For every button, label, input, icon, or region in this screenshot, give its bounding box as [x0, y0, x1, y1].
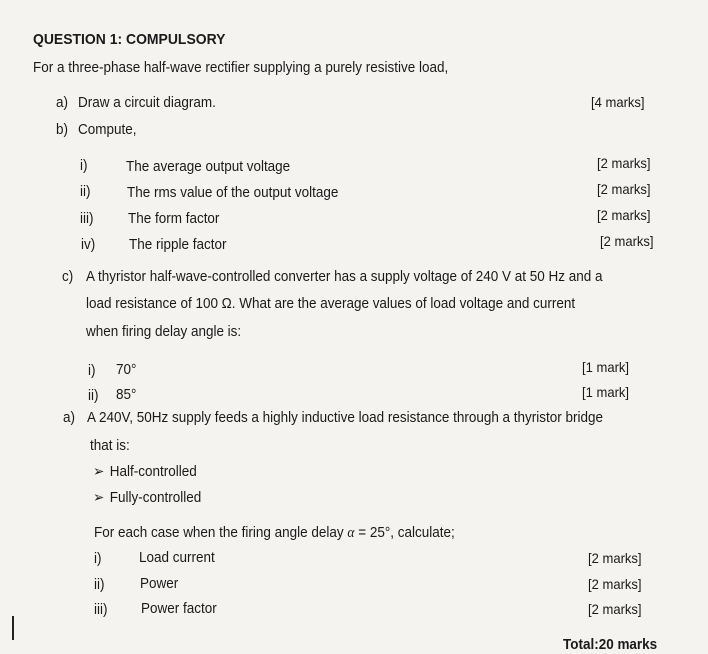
- part-b-item-text: The form factor: [128, 211, 220, 227]
- part-a-text: Draw a circuit diagram.: [78, 95, 216, 111]
- part-b-item-text: The average output voltage: [126, 159, 291, 175]
- part-c-label: c): [62, 269, 74, 285]
- part-b-item-marks: [2 marks]: [600, 233, 654, 249]
- part-c-item-marks: [1 mark]: [582, 384, 630, 400]
- part-c-line: load resistance of 100 Ω. What are the average values of load voltage and current: [86, 296, 576, 312]
- part-c-item-text: 70°: [116, 362, 137, 378]
- part-a-marks: [4 marks]: [591, 94, 645, 110]
- part-d-item-text: Load current: [139, 550, 215, 566]
- bullet-item: [93, 489, 201, 507]
- part-b-item-marks: [2 marks]: [597, 181, 651, 197]
- part-c-item-marks: [1 mark]: [582, 359, 630, 375]
- part-a-label: a): [56, 95, 69, 111]
- prompt-equation: = 25°: [354, 525, 391, 541]
- part-d-prompt: [94, 524, 455, 542]
- part-d-item-label: ii): [94, 577, 105, 593]
- arrow-bullet-icon: ➢: [93, 464, 105, 480]
- part-c-item-label: ii): [88, 388, 99, 404]
- part-d-item-marks: [2 marks]: [588, 601, 642, 617]
- part-d-item-text: Power factor: [141, 601, 217, 617]
- prompt-text-end: , calculate;: [390, 525, 455, 541]
- part-d-item-marks: [2 marks]: [588, 576, 642, 592]
- prompt-text: For each case when the firing angle delay: [94, 525, 348, 541]
- page-edge-mark: [12, 616, 14, 640]
- part-b-item-text: The rms value of the output voltage: [127, 185, 339, 201]
- part-b-item-label: ii): [80, 184, 91, 200]
- arrow-bullet-icon: ➢: [93, 490, 105, 506]
- bullet-text: Fully-controlled: [109, 490, 202, 506]
- part-c-item-text: 85°: [116, 387, 137, 403]
- part-d-item-text: Power: [140, 576, 179, 592]
- part-c-item-label: i): [88, 363, 96, 379]
- question-title: QUESTION 1: COMPULSORY: [33, 31, 226, 48]
- part-b-item-label: i): [80, 158, 88, 174]
- part-d-label: a): [63, 410, 76, 426]
- bullet-text: Half-controlled: [109, 464, 197, 480]
- part-b-label: b): [56, 122, 69, 138]
- part-b-text: Compute,: [78, 122, 137, 138]
- part-c-line: when firing delay angle is:: [86, 324, 242, 340]
- part-d-item-label: iii): [94, 602, 108, 618]
- part-d-item-label: i): [94, 551, 102, 567]
- total-marks: Total:20 marks: [563, 637, 658, 653]
- alpha-symbol: α: [347, 525, 355, 541]
- part-b-item-marks: [2 marks]: [597, 207, 651, 223]
- bullet-item: [93, 463, 197, 481]
- part-d-line: A 240V, 50Hz supply feeds a highly inductive load resistance through a thyristor bridge: [87, 410, 604, 426]
- part-b-item-label: iii): [80, 211, 94, 227]
- part-b-item-marks: [2 marks]: [597, 155, 651, 171]
- part-d-item-marks: [2 marks]: [588, 550, 642, 566]
- part-c-line: A thyristor half-wave-controlled converter has a supply voltage of 240 V at 50 Hz and a: [86, 269, 603, 285]
- part-d-line: that is:: [90, 438, 130, 454]
- question-intro: For a three-phase half-wave rectifier supplying a purely resistive load,: [33, 60, 449, 76]
- part-b-item-label: iv): [81, 237, 96, 253]
- part-b-item-text: The ripple factor: [129, 237, 227, 253]
